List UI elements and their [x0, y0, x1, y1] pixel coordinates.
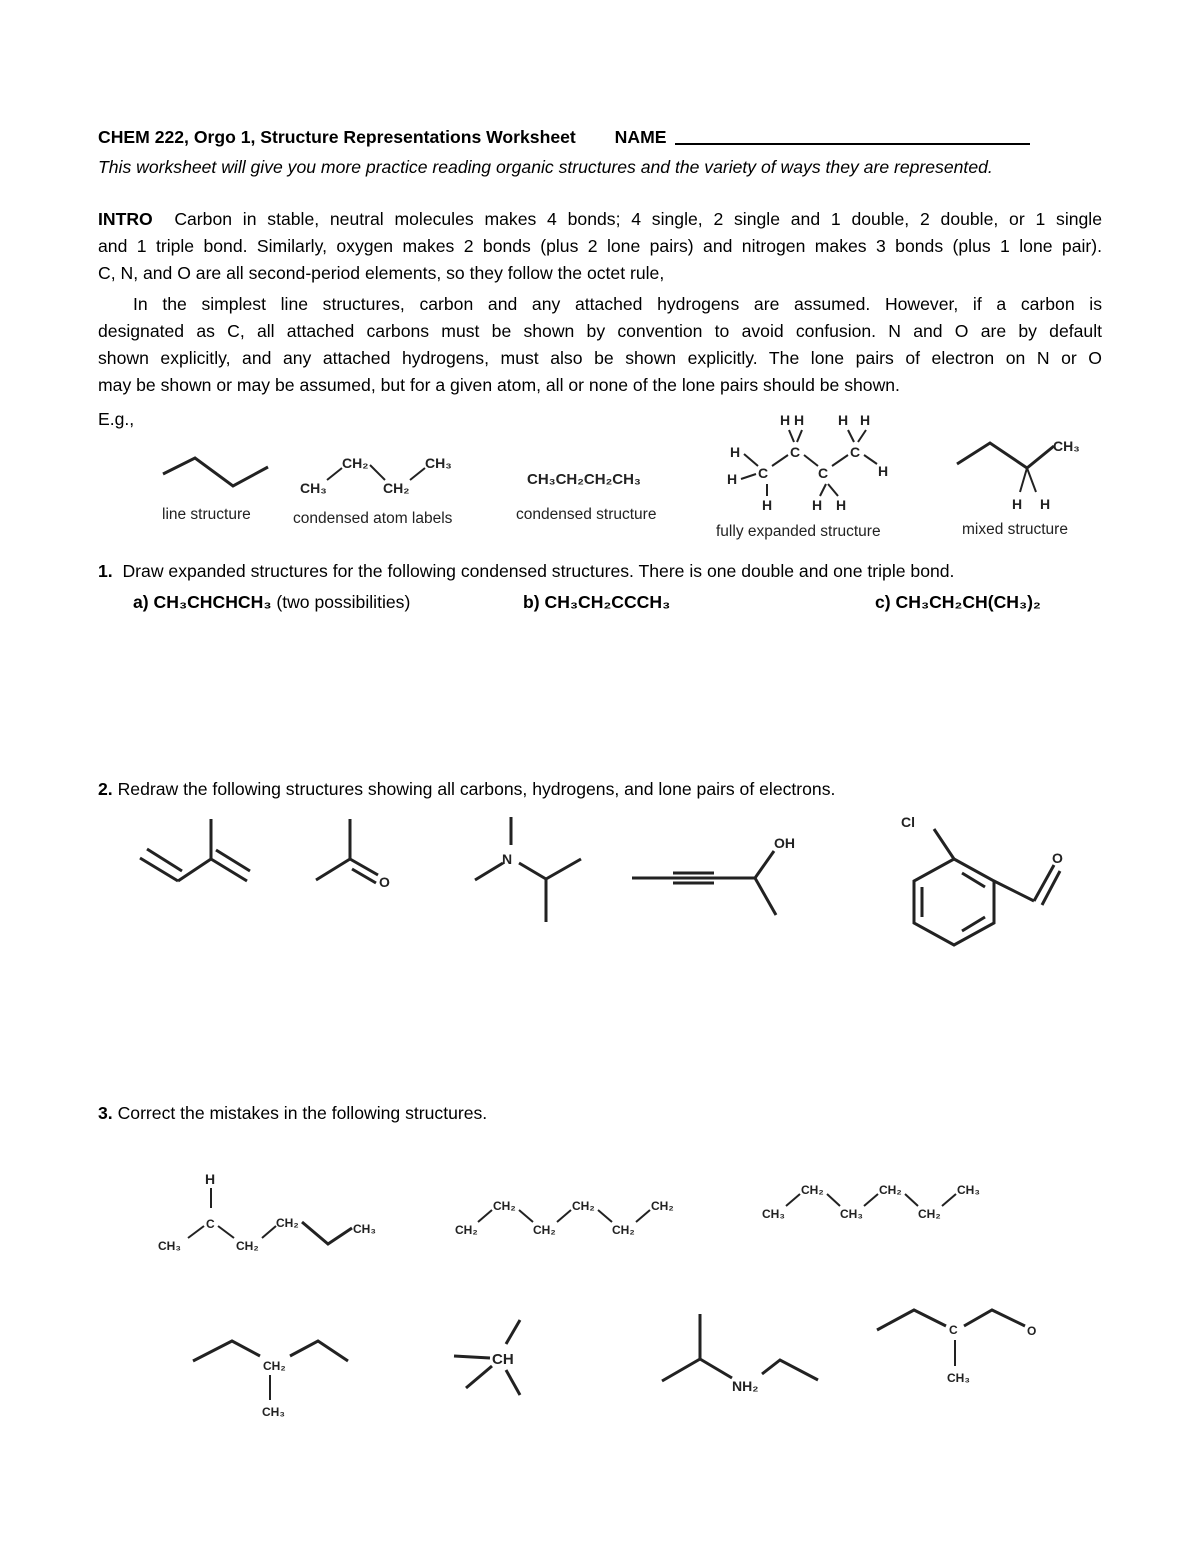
svg-text:CH₃: CH₃	[1053, 438, 1080, 454]
worksheet-title: CHEM 222, Orgo 1, Structure Representations Worksheet	[98, 127, 576, 147]
example-fully-expanded-structure	[727, 412, 888, 513]
svg-text:NH₂: NH₂	[732, 1378, 759, 1394]
intro-heading: INTRO	[98, 209, 153, 229]
q3-structure-1	[158, 1171, 376, 1253]
svg-text:CH₃: CH₃	[300, 480, 327, 496]
svg-text:C: C	[206, 1217, 215, 1231]
q2-structure-2	[316, 819, 378, 883]
intro-p2-line-3: shown explicitly, and any attached hydrogens, must also be shown explicitly. The lone pairs of electron on N or O	[98, 348, 1102, 368]
svg-text:CH: CH	[492, 1351, 514, 1368]
svg-text:C: C	[758, 465, 769, 481]
q2-structure-1	[140, 819, 250, 881]
label-condensed-structure: condensed structure	[516, 506, 657, 523]
svg-text:H: H	[1012, 496, 1023, 512]
svg-text:CH₂: CH₂	[533, 1223, 556, 1237]
svg-text:CH₂: CH₂	[801, 1183, 824, 1197]
label-fully-expanded-structure: fully expanded structure	[716, 523, 881, 540]
example-condensed-atom-labels	[300, 455, 452, 496]
name-label: NAME	[614, 127, 667, 147]
q2-number: 2.	[98, 779, 113, 799]
svg-text:H: H	[727, 471, 738, 487]
svg-text:O: O	[1027, 1324, 1037, 1338]
svg-text:CH₂: CH₂	[236, 1239, 259, 1253]
svg-text:O: O	[379, 874, 390, 890]
q3-structure-4	[193, 1341, 348, 1419]
q3-number: 3.	[98, 1103, 113, 1123]
worksheet-title-line	[98, 127, 1088, 148]
q2-structures	[0, 805, 1200, 955]
q2-structure-3	[475, 817, 581, 922]
q3-structure-2	[455, 1199, 674, 1237]
svg-text:Cl: Cl	[901, 814, 915, 830]
svg-text:CH₃: CH₃	[158, 1239, 181, 1253]
eg-label: E.g.,	[98, 409, 135, 429]
label-line-structure: line structure	[162, 506, 251, 523]
svg-text:CH₂: CH₂	[383, 480, 410, 496]
svg-text:CH₃: CH₃	[425, 455, 452, 471]
example-mixed-structure	[957, 438, 1080, 512]
svg-text:H: H	[1040, 496, 1051, 512]
q2-structure-5	[914, 829, 1060, 945]
intro-line-2: and 1 triple bond. Similarly, oxygen makes 2 bonds (plus 2 lone pairs) and nitrogen makes 3 bonds (plus 1 lone pair).	[98, 236, 1102, 256]
svg-text:H: H	[730, 444, 741, 460]
svg-text:CH₃: CH₃	[762, 1207, 785, 1221]
label-condensed-atom-labels: condensed atom labels	[293, 510, 453, 527]
q2-structure-4	[632, 851, 776, 915]
svg-text:CH₂: CH₂	[651, 1199, 674, 1213]
q3-structure-7	[877, 1310, 1036, 1385]
svg-text:CH₂: CH₂	[612, 1223, 635, 1237]
svg-text:CH₂: CH₂	[879, 1183, 902, 1197]
q3-structure-3	[762, 1183, 980, 1221]
svg-text:H: H	[780, 412, 791, 428]
svg-text:CH₂: CH₂	[493, 1199, 516, 1213]
svg-text:H: H	[878, 463, 889, 479]
q1a: a) CH₃CHCHCH₃ (two possibilities)	[133, 592, 411, 612]
q1-prompt: 1. Draw expanded structures for the following condensed structures. There is one double and one triple bond.	[98, 561, 955, 581]
svg-text:CH₃: CH₃	[262, 1405, 285, 1419]
svg-text:CH₂: CH₂	[455, 1223, 478, 1237]
worksheet-subtitle: This worksheet will give you more practice reading organic structures and the variety of ways they are represented.	[98, 157, 993, 177]
q1b: b) CH₃CH₂CCCH₃	[523, 592, 671, 612]
label-mixed-structure: mixed structure	[962, 521, 1068, 538]
svg-text:C: C	[790, 444, 801, 460]
q1c: c) CH₃CH₂CH(CH₃)₂	[875, 592, 1041, 612]
q3-prompt: 3. Correct the mistakes in the following structures.	[98, 1103, 488, 1123]
q2-prompt: 2. Redraw the following structures showing all carbons, hydrogens, and lone pairs of electrons.	[98, 779, 836, 799]
svg-text:H: H	[794, 412, 805, 428]
example-line-structure	[163, 458, 268, 486]
svg-text:H: H	[836, 497, 847, 513]
q3-structure-5	[454, 1320, 520, 1395]
intro-line-3: C, N, and O are all second-period elements, so they follow the octet rule,	[98, 263, 665, 283]
svg-text:C: C	[949, 1323, 958, 1337]
svg-text:CH₃: CH₃	[957, 1183, 980, 1197]
intro-line-1: INTRO Carbon in stable, neutral molecules makes 4 bonds; 4 single, 2 single and 1 double, 2 double, or 1 single	[98, 209, 1103, 229]
svg-text:H: H	[762, 497, 773, 513]
q1-number: 1.	[98, 561, 113, 581]
svg-text:H: H	[838, 412, 849, 428]
name-blank[interactable]	[675, 143, 1030, 145]
svg-text:CH₂: CH₂	[918, 1207, 941, 1221]
svg-text:OH: OH	[774, 835, 795, 851]
svg-text:CH₂: CH₂	[572, 1199, 595, 1213]
svg-text:CH₃: CH₃	[840, 1207, 863, 1221]
svg-text:CH₂: CH₂	[263, 1359, 286, 1373]
svg-text:C: C	[818, 465, 829, 481]
svg-text:N: N	[502, 851, 513, 867]
intro-p2-line-4: may be shown or may be assumed, but for a given atom, all or none of the lone pairs should be shown.	[98, 375, 900, 395]
svg-text:CH₃: CH₃	[353, 1222, 376, 1236]
svg-text:CH₂: CH₂	[342, 455, 369, 471]
intro-p2-line-2: designated as C, all attached carbons must be shown by convention to avoid confusion. N and O are by default	[98, 321, 1102, 341]
svg-text:H: H	[860, 412, 871, 428]
q3-structure-6	[662, 1314, 818, 1394]
intro-p2-line-1: In the simplest line structures, carbon and any attached hydrogens are assumed. However, if a carbon is	[133, 294, 1102, 314]
svg-text:O: O	[1052, 850, 1063, 866]
q3-structures	[0, 1150, 1200, 1440]
svg-text:CH₃: CH₃	[947, 1371, 970, 1385]
svg-text:H: H	[812, 497, 823, 513]
example-condensed-formula: CH₃CH₂CH₂CH₃	[527, 471, 641, 488]
svg-text:CH₂: CH₂	[276, 1216, 299, 1230]
svg-text:H: H	[205, 1171, 216, 1187]
svg-text:C: C	[850, 444, 861, 460]
